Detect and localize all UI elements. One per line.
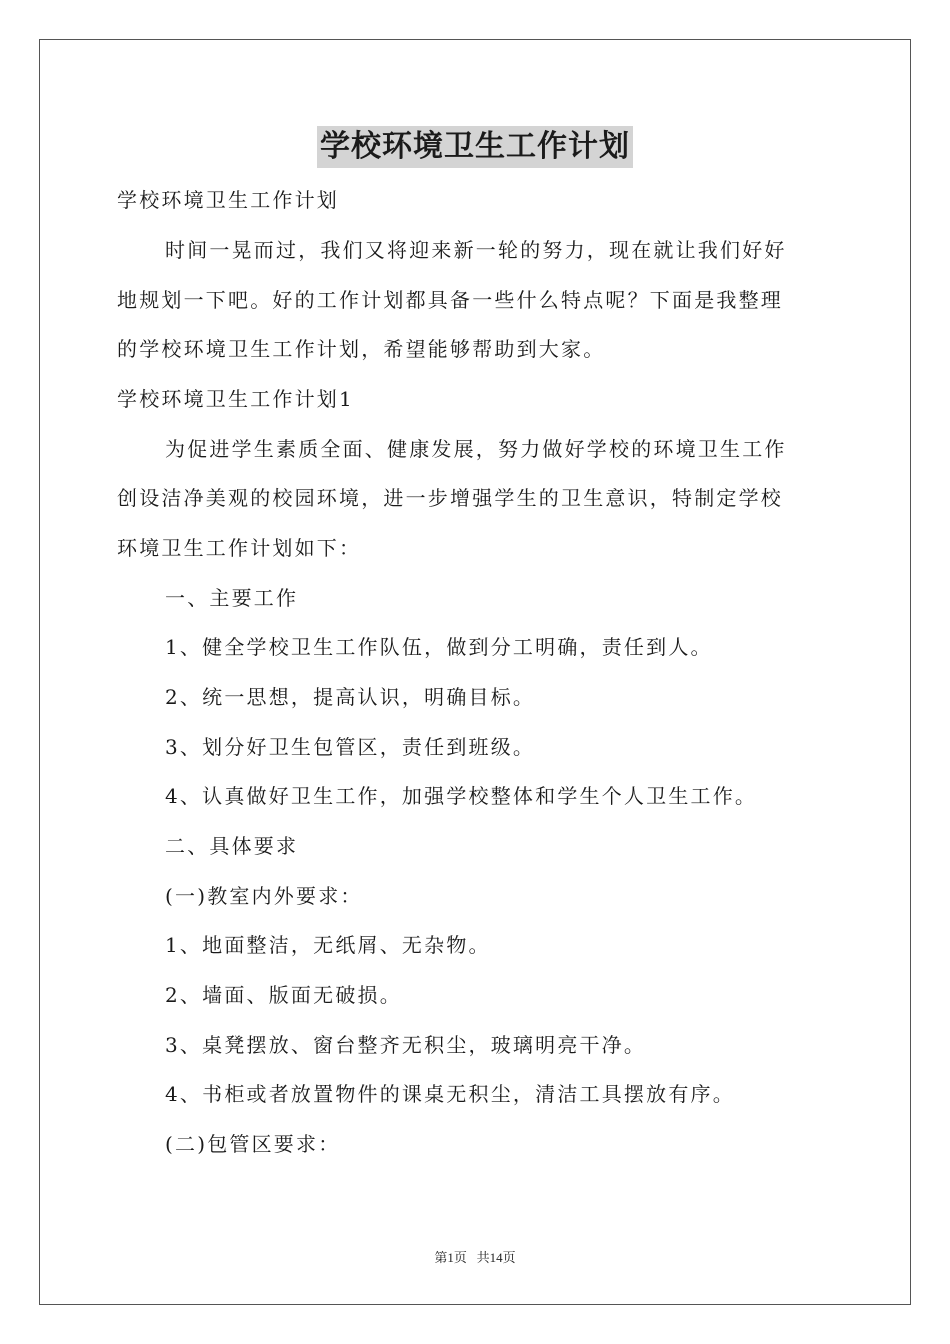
paragraph-line: 创设洁净美观的校园环境，进一步增强学生的卫生意识，特制定学校 [117,486,783,510]
list-item: 3、划分好卫生包管区，责任到班级。 [165,735,536,759]
list-item: 2、墙面、版面无破损。 [165,983,402,1007]
section-heading: 学校环境卫生工作计划1 [117,387,354,411]
subsection-heading: (一)教室内外要求： [165,884,363,908]
list-item: 1、健全学校卫生工作队伍，做到分工明确，责任到人。 [165,635,713,659]
list-item: 3、桌凳摆放、窗台整齐无积尘，玻璃明亮干净。 [165,1033,647,1057]
list-item: 2、统一思想，提高认识，明确目标。 [165,685,536,709]
subsection-heading: 一、主要工作 [165,586,299,610]
paragraph-line: 环境卫生工作计划如下： [117,536,362,560]
list-item: 4、认真做好卫生工作，加强学校整体和学生个人卫生工作。 [165,784,758,808]
subsection-heading: 二、具体要求 [165,834,299,858]
page-footer: 第1页 共14页 [434,1250,516,1265]
paragraph-line: 为促进学生素质全面、健康发展，努力做好学校的环境卫生工作 [165,437,787,461]
paragraph-line: 的学校环境卫生工作计划，希望能够帮助到大家。 [117,337,606,361]
paragraph-line: 时间一晃而过，我们又将迎来新一轮的努力，现在就让我们好好 [165,238,787,262]
list-item: 1、地面整洁，无纸屑、无杂物。 [165,933,491,957]
paragraph-line: 地规划一下吧。好的工作计划都具备一些什么特点呢？下面是我整理 [117,288,783,312]
subsection-heading: (二)包管区要求： [165,1132,341,1156]
document-title-text: 学校环境卫生工作计划 [317,126,633,168]
document-title [0,126,950,168]
page-border [39,39,911,1305]
list-item: 4、书柜或者放置物件的课桌无积尘，清洁工具摆放有序。 [165,1082,735,1106]
subtitle-line: 学校环境卫生工作计划 [117,188,339,212]
